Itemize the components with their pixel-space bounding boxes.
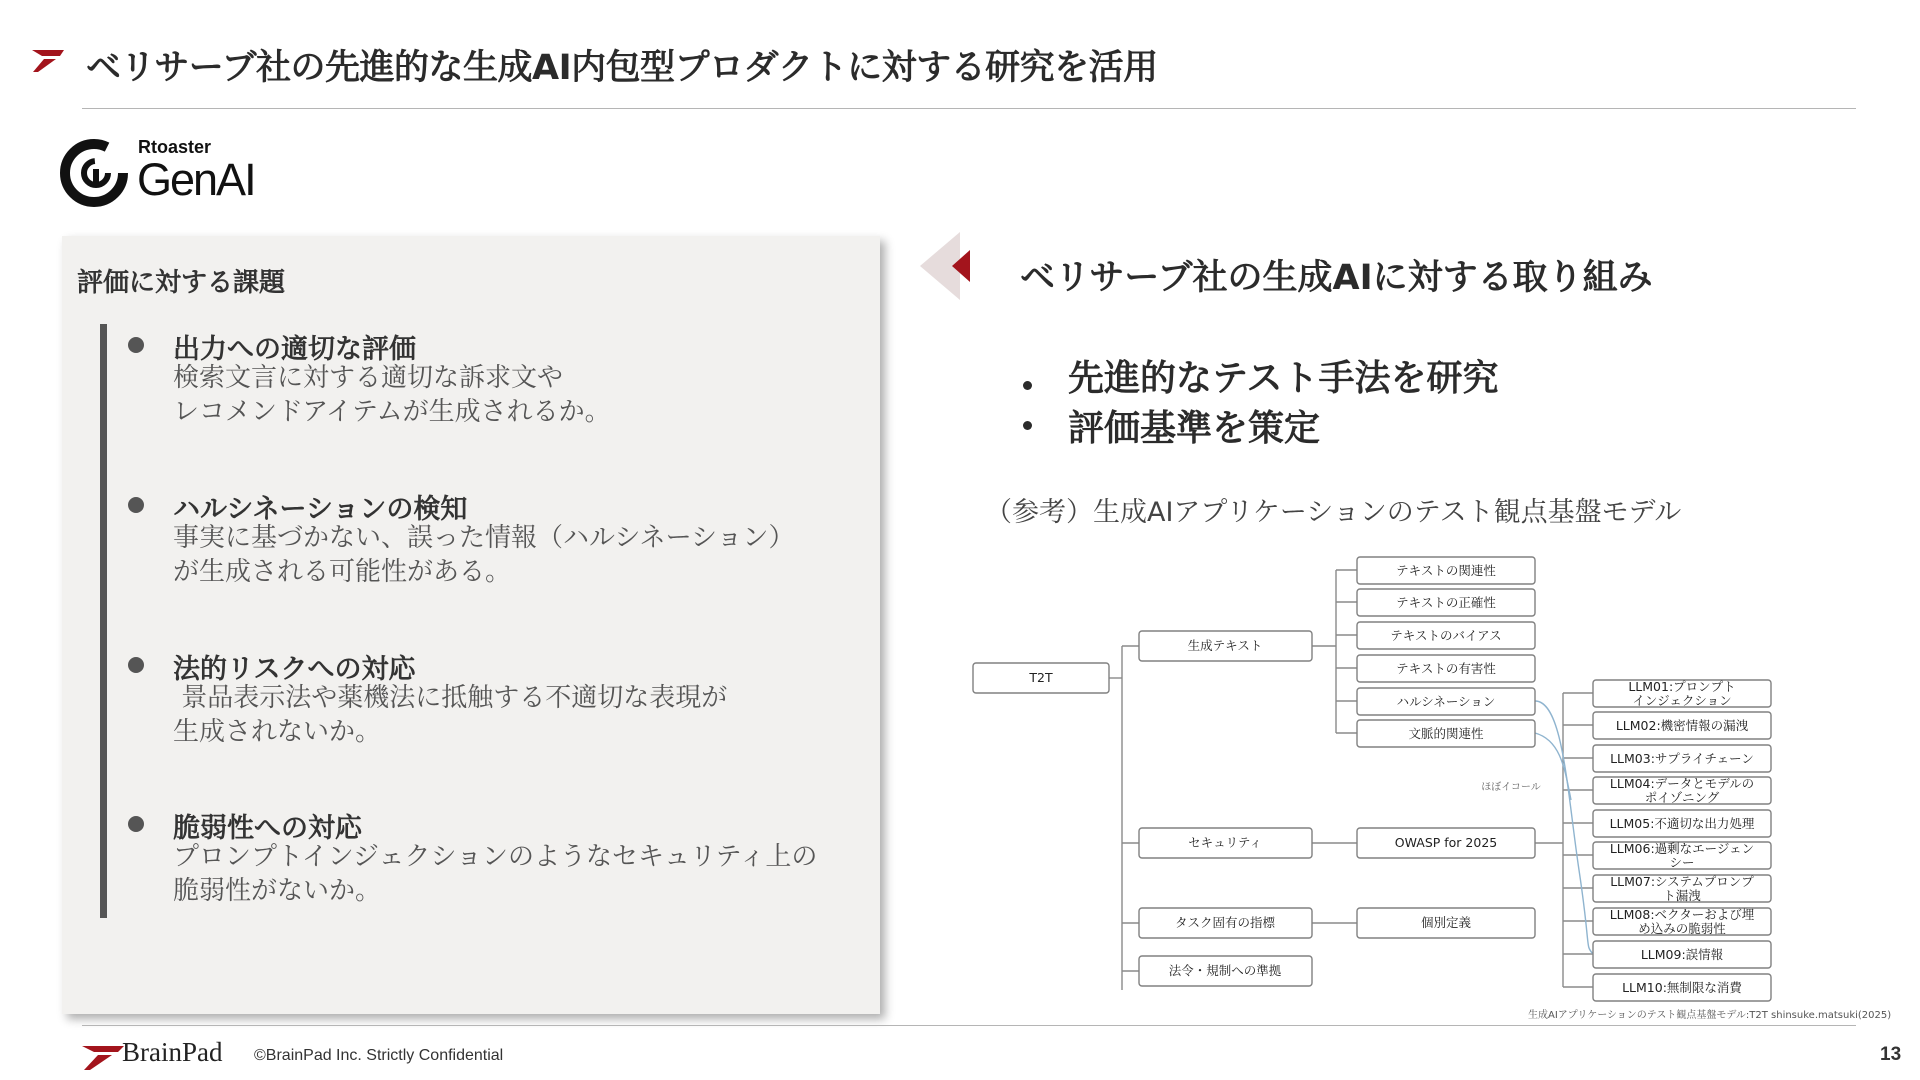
diagram-label-llm: LLM01:プロンプト: [1628, 679, 1736, 694]
bullet-dot-icon: [1023, 381, 1032, 390]
challenge-title: 脆弱性への対応: [173, 813, 362, 844]
challenges-panel: [62, 236, 880, 1014]
diagram-label-level1: 生成テキスト: [1187, 638, 1263, 653]
diagram-label-custom: 個別定義: [1420, 915, 1472, 930]
footer-brand: BrainPad: [122, 1037, 223, 1067]
bullet-dot-icon: [128, 497, 144, 513]
diagram-credit: 生成AIアプリケーションのテスト観点基盤モデル:T2T shinsuke.matsuki(2025): [1528, 1010, 1892, 1021]
header-divider: [82, 108, 1856, 109]
challenge-body: 景品表示法や薬機法に抵触する不適切な表現が 生成されないか。: [173, 683, 728, 747]
logo-rtoaster-text: Rtoaster: [138, 137, 212, 157]
challenge-body: 検索文言に対する適切な訴求文や レコメンドアイテムが生成されるか。: [173, 363, 611, 427]
diagram-label-llm: インジェクション: [1632, 693, 1732, 708]
diagram-label-level1: タスク固有の指標: [1174, 915, 1276, 930]
diagram-label-llm: LLM10:無制限な消費: [1622, 980, 1742, 995]
page-number: 13: [1880, 1044, 1902, 1065]
challenge-title: ハルシネーションの検知: [173, 494, 468, 525]
brainpad-mark-icon: [30, 47, 66, 73]
diagram-label-root: T2T: [1029, 670, 1053, 685]
bullet-dot-icon: [1023, 421, 1032, 430]
logo-genai-text: GenAI: [137, 154, 255, 205]
initiatives-heading: ベリサーブ社の生成AIに対する取り組み: [1020, 258, 1653, 298]
diagram-label-llm: LLM03:サプライチェーン: [1610, 751, 1754, 766]
footer-divider: [82, 1025, 1856, 1026]
diagram-label-llm: シー: [1669, 855, 1695, 870]
diagram-label-llm: め込みの脆弱性: [1638, 921, 1726, 936]
diagram-label-text-item: テキストの有害性: [1396, 661, 1496, 676]
diagram-label-text-item: テキストの関連性: [1396, 563, 1496, 578]
chevron-left-icon: [918, 230, 974, 300]
diagram-label-llm: LLM04:データとモデルの: [1609, 776, 1755, 791]
footer-copyright: ©BrainPad Inc. Strictly Confidential: [254, 1047, 504, 1064]
diagram-label-llm: LLM07:システムプロンプ: [1610, 874, 1754, 889]
bullet-dot-icon: [128, 816, 144, 832]
diagram-label-llm: LLM08:ベクターおよび埋: [1609, 907, 1755, 922]
challenge-title: 出力への適切な評価: [173, 334, 416, 365]
diagram-label-owasp: OWASP for 2025: [1394, 835, 1498, 850]
challenge-body: 事実に基づかない、誤った情報（ハルシネーション） が生成される可能性がある。: [173, 523, 795, 587]
diagram-label-text-item: ハルシネーション: [1396, 694, 1496, 709]
panel-accent-bar: [100, 324, 107, 918]
reference-caption: （参考）生成AIアプリケーションのテスト観点基盤モデル: [985, 497, 1682, 528]
challenge-title: 法的リスクへの対応: [173, 654, 416, 685]
initiative-bullet: 評価基準を策定: [1068, 408, 1321, 449]
diagram-note: ほぼイコール: [1481, 782, 1541, 793]
challenge-body: プロンプトインジェクションのようなセキュリティ上の 脆弱性がないか。: [173, 842, 818, 906]
page-title: ベリサーブ社の先進的な生成AI内包型プロダクトに対する研究を活用: [86, 48, 1158, 88]
test-perspective-diagram: [965, 550, 1885, 1005]
diagram-label-llm: ト漏洩: [1663, 888, 1701, 903]
panel-heading: 評価に対する課題: [77, 268, 286, 298]
diagram-label-llm: ポイゾニング: [1644, 790, 1720, 805]
diagram-label-llm: LLM06:過剰なエージェン: [1609, 841, 1755, 856]
diagram-label-llm: LLM02:機密情報の漏洩: [1615, 718, 1749, 733]
diagram-label-level1: セキュリティ: [1188, 835, 1262, 850]
initiative-bullet: 先進的なテスト手法を研究: [1068, 358, 1499, 399]
diagram-label-text-item: テキストのバイアス: [1390, 628, 1502, 643]
bullet-dot-icon: [128, 337, 144, 353]
diagram-label-llm: LLM09:誤情報: [1640, 947, 1724, 962]
bullet-dot-icon: [128, 657, 144, 673]
diagram-label-level1: 法令・規制への準拠: [1168, 963, 1282, 978]
diagram-label-text-item: 文脈的関連性: [1408, 726, 1484, 741]
diagram-label-llm: LLM05:不適切な出力処理: [1609, 816, 1755, 831]
diagram-label-text-item: テキストの正確性: [1396, 595, 1496, 610]
